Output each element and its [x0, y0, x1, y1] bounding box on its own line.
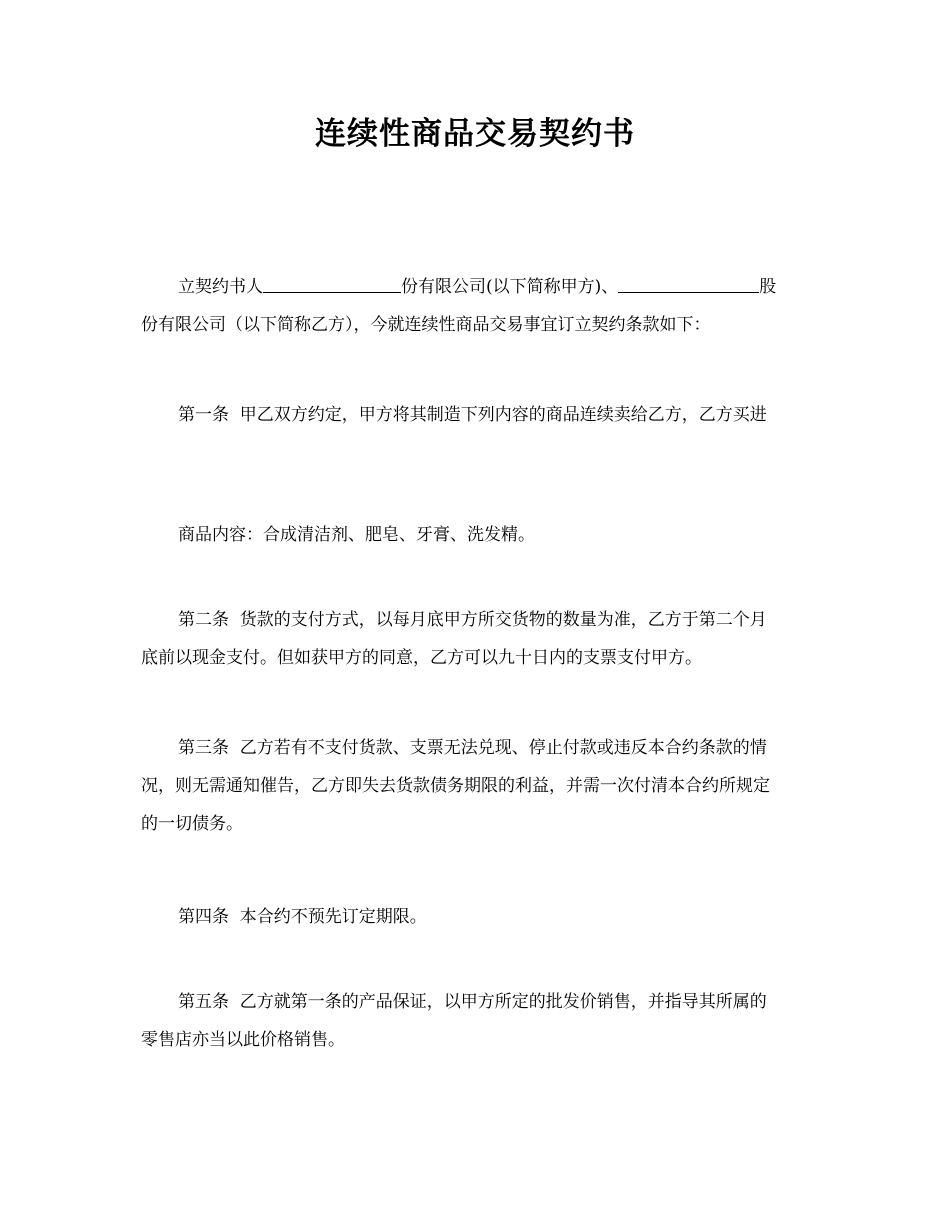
- article-2-line-2: 底前以现金支付。但如获甲方的同意，乙方可以九十日内的支票支付甲方。: [141, 648, 702, 668]
- goods-content-text: 商品内容：合成清洁剂、肥皂、牙膏、洗发精。: [178, 525, 535, 545]
- article-3: [141, 729, 811, 843]
- intro-mid: 份有限公司(以下简称甲方)、: [401, 277, 619, 297]
- intro-paragraph: [141, 268, 811, 344]
- intro-prefix: 立契约书人: [178, 277, 263, 297]
- article-5: [141, 983, 811, 1059]
- article-2-line-1: 第二条 货款的支付方式，以每月底甲方所交货物的数量为准，乙方于第二个月: [178, 610, 767, 630]
- article-3-line-1: 第三条 乙方若有不支付货款、支票无法兑现、停止付款或违反本合约条款的情: [178, 738, 767, 758]
- goods-content: [141, 516, 811, 554]
- article-4-text: 第四条 本合约不预先订定期限。: [178, 907, 427, 927]
- article-3-line-2: 况，则无需通知催告，乙方即失去货款债务期限的利益，并需一次付清本合约所规定: [141, 776, 770, 796]
- intro-line-1: [141, 268, 811, 306]
- article-4: [141, 898, 811, 936]
- article-5-line-2: 零售店亦当以此价格销售。: [141, 1030, 345, 1050]
- document-title: 连续性商品交易契约书: [315, 116, 635, 152]
- article-3-line-3: 的一切债务。: [141, 814, 243, 834]
- article-1: [141, 396, 811, 434]
- intro-suffix: 股: [759, 277, 777, 297]
- article-2: [141, 601, 811, 677]
- article-5-line-1: 第五条 乙方就第一条的产品保证，以甲方所定的批发价销售，并指导其所属的: [178, 992, 767, 1012]
- party-a-name-blank: [263, 274, 401, 293]
- party-b-name-blank: [618, 274, 759, 293]
- article-1-text: 第一条 甲乙双方约定，甲方将其制造下列内容的商品连续卖给乙方，乙方买进: [178, 405, 767, 425]
- intro-line-2: 份有限公司（以下简称乙方），今就连续性商品交易事宜订立契约条款如下：: [141, 315, 711, 335]
